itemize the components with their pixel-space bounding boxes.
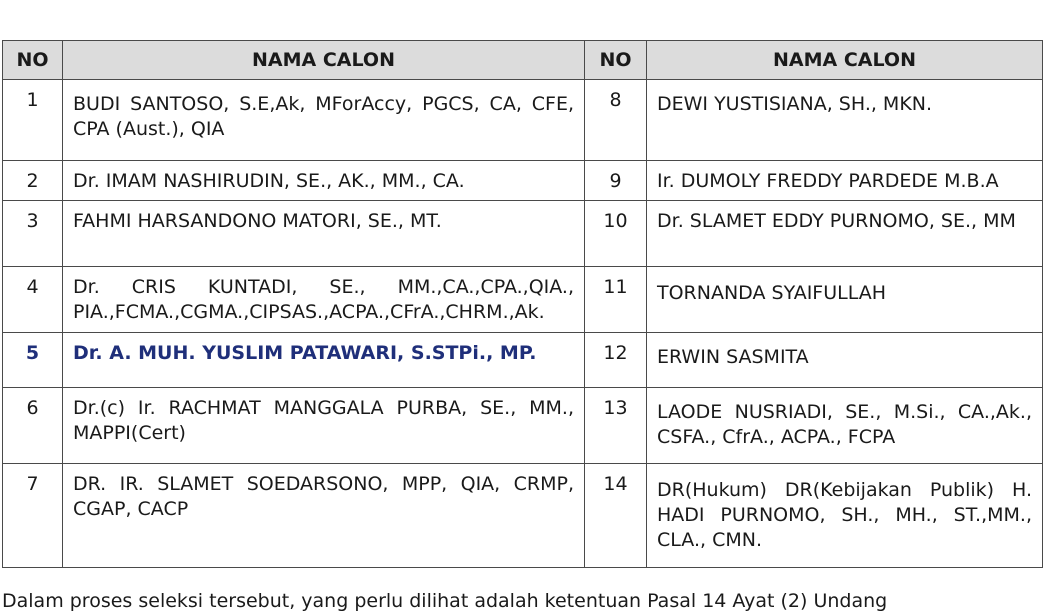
candidate-name: TORNANDA SYAIFULLAH	[647, 267, 1043, 333]
row-no: 13	[585, 388, 647, 464]
candidate-name: Dr. A. MUH. YUSLIM PATAWARI, S.STPi., MP.	[63, 333, 585, 388]
row-no: 11	[585, 267, 647, 333]
table-row	[3, 464, 1043, 568]
candidate-name: Ir. DUMOLY FREDDY PARDEDE M.B.A	[647, 161, 1043, 201]
table-row	[3, 388, 1043, 464]
footer-text: Dalam proses seleksi tersebut, yang perlu dilihat adalah ketentuan Pasal 14 Ayat (2) Undang	[2, 590, 888, 612]
row-no: 9	[585, 161, 647, 201]
table-row	[3, 267, 1043, 333]
candidate-name: DR. IR. SLAMET SOEDARSONO, MPP, QIA, CRMP, CGAP, CACP	[63, 464, 585, 568]
header-no-right: NO	[585, 41, 647, 80]
row-no: 12	[585, 333, 647, 388]
candidate-name: Dr. IMAM NASHIRUDIN, SE., AK., MM., CA.	[63, 161, 585, 201]
row-no: 1	[3, 80, 63, 161]
row-no: 5	[3, 333, 63, 388]
row-no: 14	[585, 464, 647, 568]
candidate-name: LAODE NUSRIADI, SE., M.Si., CA.,Ak., CSFA., CfrA., ACPA., FCPA	[647, 388, 1043, 464]
footer-paragraph-cut	[0, 588, 1024, 612]
row-no: 8	[585, 80, 647, 161]
candidate-name: DR(Hukum) DR(Kebijakan Publik) H. HADI PURNOMO, SH., MH., ST.,MM., CLA., CMN.	[647, 464, 1043, 568]
candidate-name: FAHMI HARSANDONO MATORI, SE., MT.	[63, 201, 585, 267]
table-row	[3, 80, 1043, 161]
row-no: 2	[3, 161, 63, 201]
table-row	[3, 201, 1043, 267]
candidate-table	[2, 40, 1043, 568]
header-name-left: NAMA CALON	[63, 41, 585, 80]
row-no: 4	[3, 267, 63, 333]
header-no-left: NO	[3, 41, 63, 80]
candidate-name: DEWI YUSTISIANA, SH., MKN.	[647, 80, 1043, 161]
candidate-name: ERWIN SASMITA	[647, 333, 1043, 388]
table-header-row	[3, 41, 1043, 80]
table-row-highlighted	[3, 333, 1043, 388]
candidate-name: Dr. CRIS KUNTADI, SE., MM.,CA.,CPA.,QIA., PIA.,FCMA.,CGMA.,CIPSAS.,ACPA.,CFrA.,CHRM.,Ak.	[63, 267, 585, 333]
table-row	[3, 161, 1043, 201]
candidate-name: Dr.(c) Ir. RACHMAT MANGGALA PURBA, SE., MM., MAPPI(Cert)	[63, 388, 585, 464]
row-no: 6	[3, 388, 63, 464]
row-no: 7	[3, 464, 63, 568]
row-no: 10	[585, 201, 647, 267]
candidate-name: Dr. SLAMET EDDY PURNOMO, SE., MM	[647, 201, 1043, 267]
row-no: 3	[3, 201, 63, 267]
header-name-right: NAMA CALON	[647, 41, 1043, 80]
candidate-name: BUDI SANTOSO, S.E,Ak, MForAccy, PGCS, CA, CFE, CPA (Aust.), QIA	[63, 80, 585, 161]
